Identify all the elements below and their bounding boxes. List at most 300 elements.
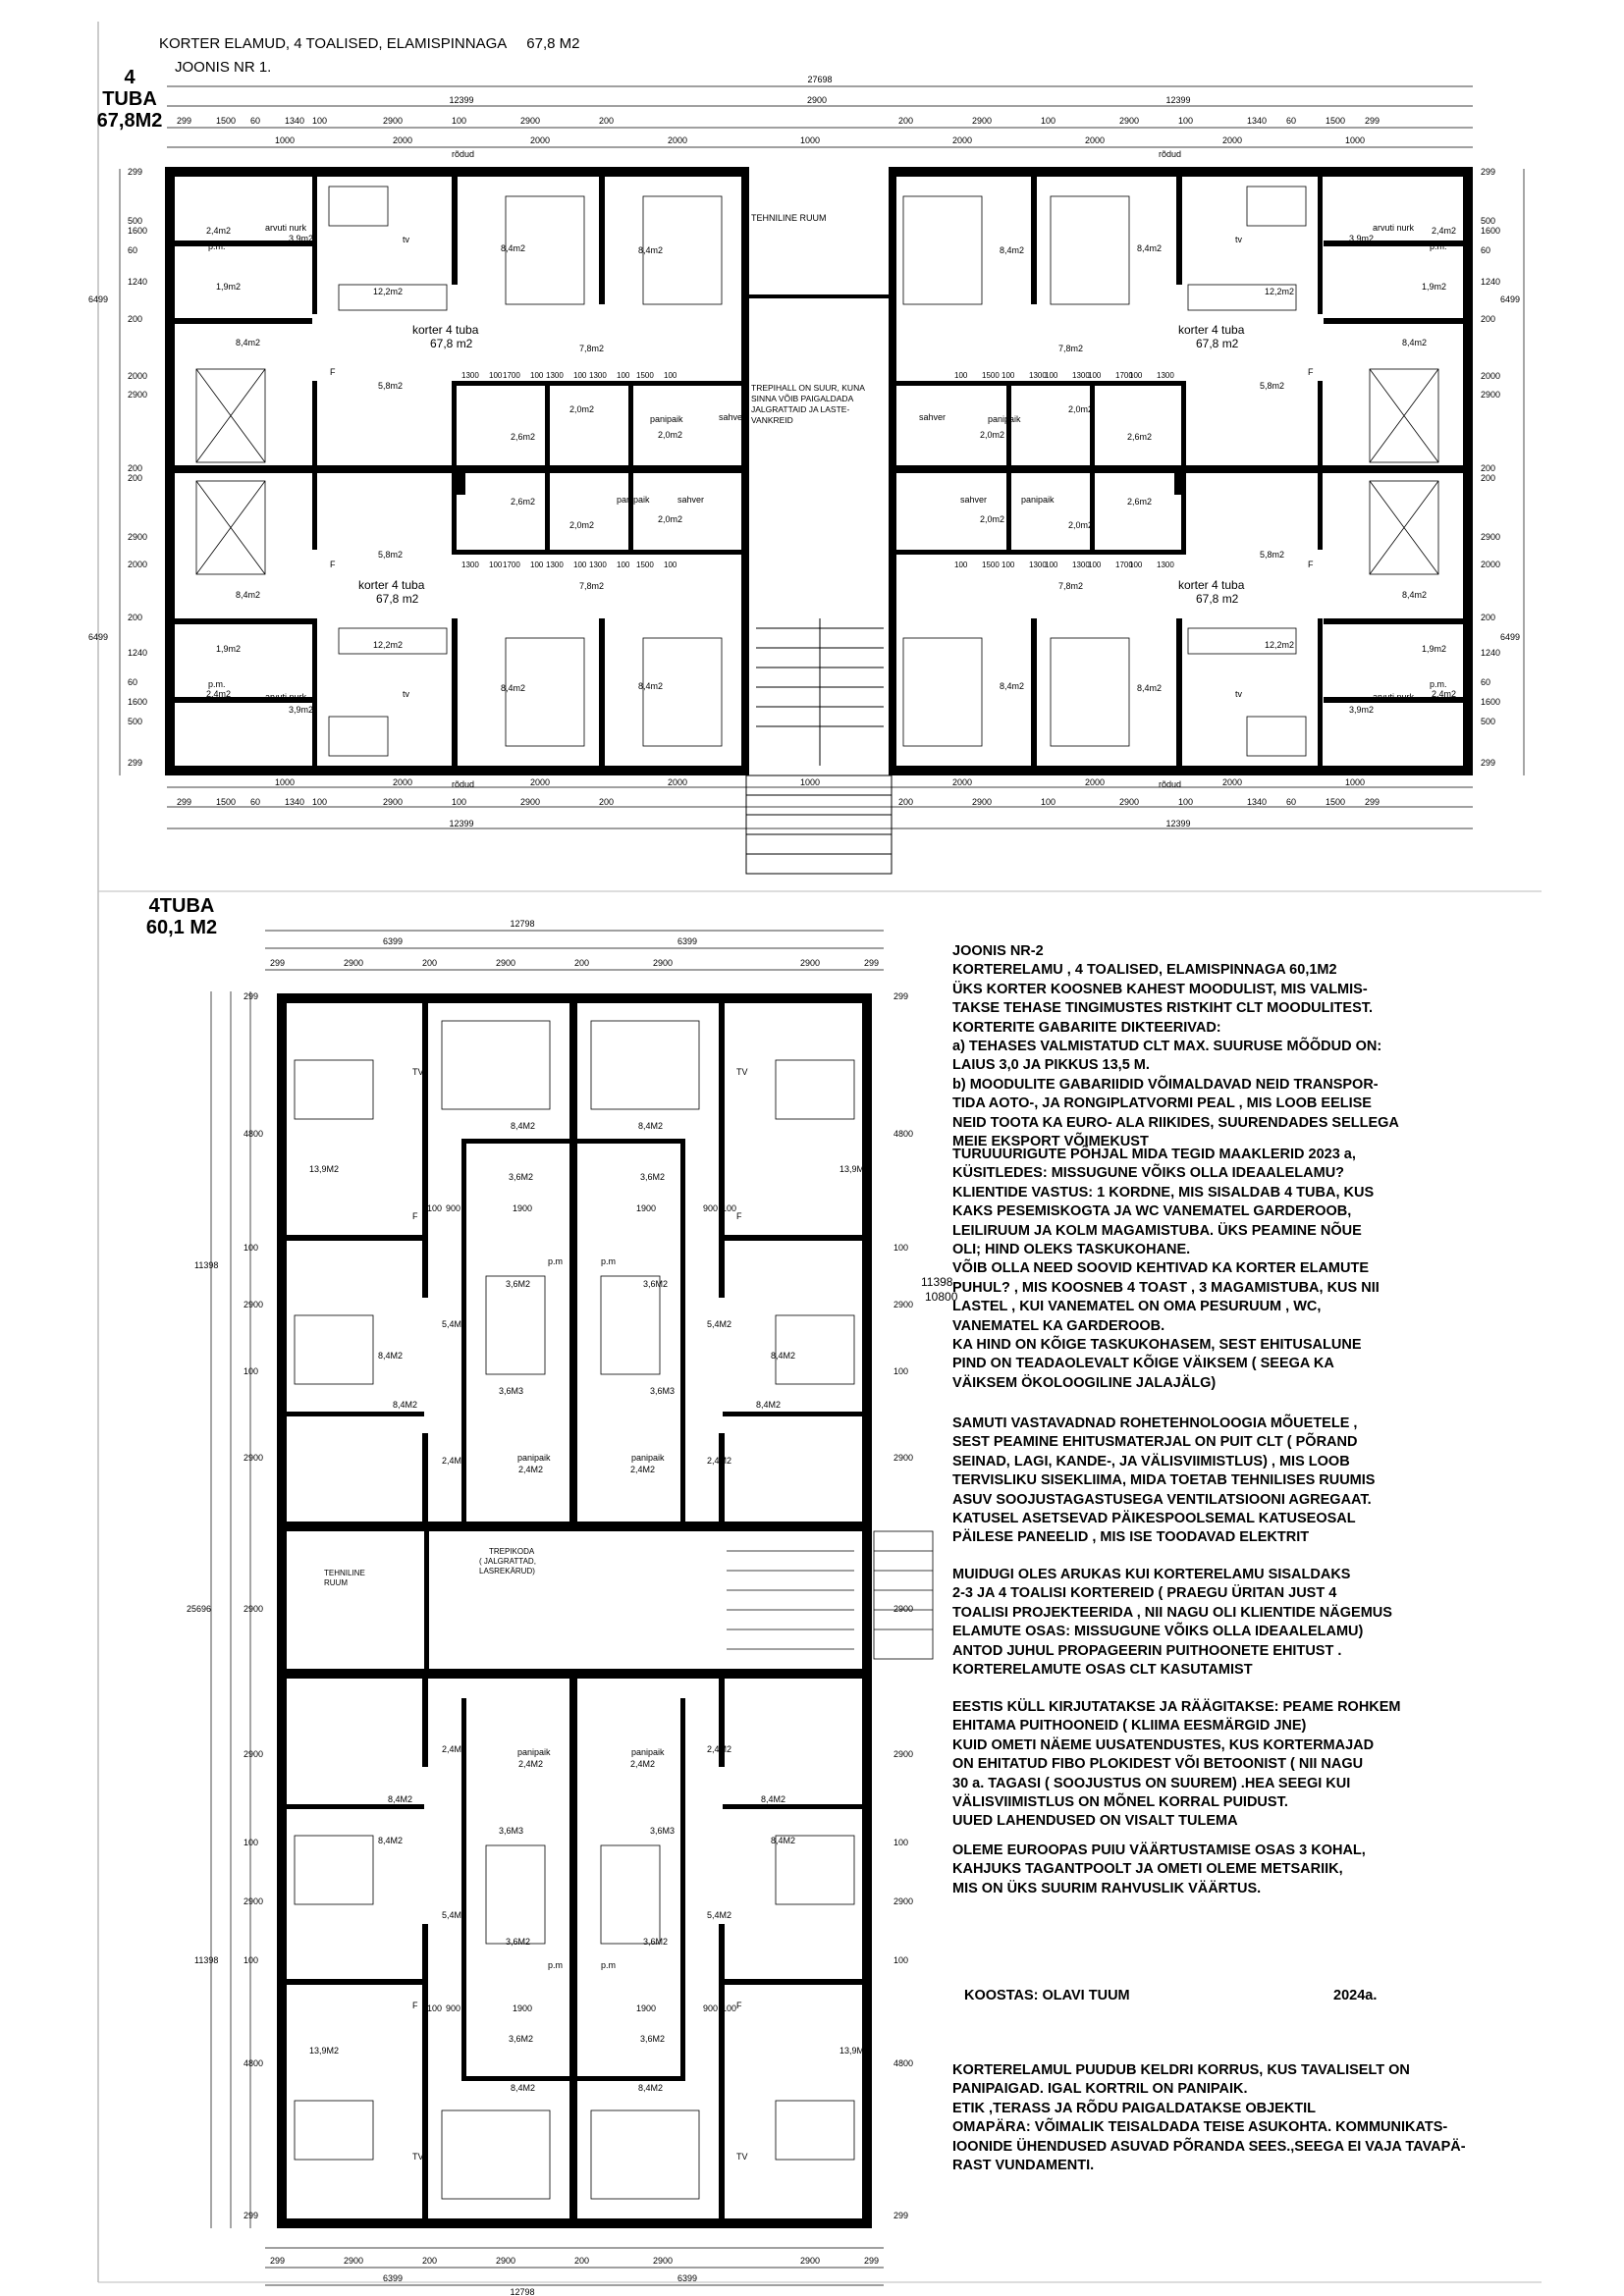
room-area: 2,0m2 <box>658 430 683 440</box>
room-area: 8,4m2 <box>1000 681 1025 691</box>
tv-label: TV <box>412 2152 424 2162</box>
plan1-side-label-3: 67,8M2 <box>96 110 163 132</box>
pantry-label: sahver <box>719 412 746 422</box>
dim-right: 2900 <box>893 1896 914 1906</box>
stair-hall-label: VANKREID <box>751 415 793 425</box>
tv-label: tv <box>1235 235 1243 244</box>
dim-right: 299 <box>893 991 909 1001</box>
dim-inner: 1700 <box>1115 561 1133 569</box>
room-area: 2,0m2 <box>980 430 1005 440</box>
dim-left-total: 6499 <box>88 294 109 304</box>
para1-line: a) TEHASES VALMISTATUD CLT MAX. SUURUSE MÕÕDUD ON: <box>952 1039 1382 1055</box>
room-nook: arvuti nurk <box>265 223 307 233</box>
fridge-label: F <box>330 560 336 569</box>
dim-top-2: 2000 <box>667 135 688 145</box>
para2-line: OLI; HIND OLEKS TASKUKOHANE. <box>952 1242 1191 1258</box>
dim-top: 100 <box>1178 116 1194 126</box>
dim-top-2: 1000 <box>799 135 821 145</box>
room-area: 2,4M2 <box>630 1465 656 1474</box>
dim-right: 100 <box>893 1955 909 1965</box>
dim-left: 200 <box>128 473 143 483</box>
dim-bottom: 1340 <box>285 797 305 807</box>
dim-bottom-total: 12798 <box>510 2287 535 2296</box>
storage-label: panipaik <box>517 1747 551 1757</box>
para4-line: KORTERELAMUTE OSAS CLT KASUTAMIST <box>952 1662 1253 1679</box>
dim-top: 2900 <box>1119 116 1140 126</box>
dim-bottom: 299 <box>864 2256 880 2266</box>
dim-left: 299 <box>128 758 143 768</box>
para3-line: TERVISLIKU SISEKLIIMA, MIDA TOETAB TEHNILISES RUUMIS <box>952 1472 1376 1489</box>
dim-top-2: 2000 <box>951 135 973 145</box>
room-area: 8,4M2 <box>756 1400 782 1410</box>
room-area: 2,4m2 <box>206 689 232 699</box>
dim-bottom: 200 <box>599 797 615 807</box>
dim-inner: 100 <box>1045 561 1058 569</box>
dim-inner: 100 <box>1088 561 1102 569</box>
dim-right: 2900 <box>1481 532 1501 542</box>
dim-half: 6399 <box>677 936 698 946</box>
para4-line: TOALISI PROJEKTEERIDA , NII NAGU OLI KLIENTIDE NÄGEMUS <box>952 1604 1392 1621</box>
room-pm: p.m <box>601 1256 617 1266</box>
dim-bottom-2: 1000 <box>799 777 821 787</box>
para2-line: KA HIND ON KÕIGE TASKUKOHASEM, SEST EHITUSALUNE <box>952 1337 1362 1354</box>
dim-bottom: 2900 <box>496 2256 516 2266</box>
dim-inner: 1300 <box>546 371 564 380</box>
room-area: 2,4M2 <box>707 1744 732 1754</box>
para1-line: JOONIS NR-2 <box>952 943 1044 959</box>
room-area: 13,9M2 <box>309 2046 340 2056</box>
dim-top: 2900 <box>653 958 674 968</box>
dim-bottom: 2900 <box>972 797 993 807</box>
room-area: 7,8m2 <box>1058 581 1084 591</box>
room-area: 2,4M2 <box>630 1759 656 1769</box>
dim-left: 2900 <box>244 1604 264 1614</box>
stair-hall-label: JALGRATTAID JA LASTE- <box>751 404 850 414</box>
dim-right: 4800 <box>893 2058 914 2068</box>
fridge-label: F <box>736 1211 742 1221</box>
para7-line: PANIPAIGAD. IGAL KORTRIL ON PANIPAIK. <box>952 2081 1248 2098</box>
apartment-label: korter 4 tuba <box>412 323 479 337</box>
tech-room-label: TEHNILINE <box>324 1569 365 1577</box>
storage-label: panipaik <box>617 495 650 505</box>
dim-left-total: 11398 <box>194 1260 219 1270</box>
dim-inner: 100 <box>573 561 587 569</box>
fridge-label: F <box>1308 367 1314 377</box>
text-para-5 <box>952 1698 1561 1832</box>
room-area: 8,4m2 <box>638 245 664 255</box>
room-pm: p.m. <box>1430 679 1447 689</box>
room-area: 3,6M3 <box>650 1826 676 1836</box>
para2-line: KAKS PESEMISKOGTA JA WC VANEMATEL GARDEROOB, <box>952 1203 1352 1220</box>
dim-left: 2900 <box>244 1300 264 1309</box>
room-area: 8,4M2 <box>771 1836 796 1845</box>
dim-top: 1340 <box>285 116 305 126</box>
dim-right: 2900 <box>893 1749 914 1759</box>
dim-top: 200 <box>574 958 590 968</box>
apartment-label: korter 4 tuba <box>1178 578 1245 592</box>
dim-inner: 100 <box>489 561 503 569</box>
dim-bottom: 2900 <box>520 797 541 807</box>
dim-right: 100 <box>893 1366 909 1376</box>
dim-inner: 1500 <box>636 561 654 569</box>
room-area: 1,9m2 <box>216 282 242 292</box>
room-area: 12,2m2 <box>1265 640 1295 650</box>
dim-inner: 1900 <box>636 2003 657 2013</box>
dim-left: 200 <box>128 463 143 473</box>
dim-inner: 100 <box>722 2003 737 2013</box>
dim-bottom: 2900 <box>383 797 404 807</box>
para7-line: OMAPÄRA: VÕIMALIK TEISALDADA TEISE ASUKOHTA. KOMMUNIKATS- <box>952 2119 1448 2136</box>
dim-inner: 100 <box>664 561 677 569</box>
room-area: 3,6M2 <box>506 1279 531 1289</box>
room-area: 5,8m2 <box>378 381 404 391</box>
room-area: 1,9m2 <box>1422 282 1447 292</box>
floor-plan-1 <box>0 0 1624 883</box>
room-area: 2,4M2 <box>518 1759 544 1769</box>
room-area: 8,4m2 <box>501 243 526 253</box>
dim-top: 2900 <box>496 958 516 968</box>
room-area: 2,4M2 <box>442 1456 467 1466</box>
room-area: 2,4m2 <box>1432 226 1457 236</box>
para3-line: SEST PEAMINE EHITUSMATERJAL ON PUIT CLT ( PÕRAND <box>952 1434 1358 1451</box>
para5-line: VÄLISVIIMISTLUS ON MÕNEL KORRAL PUIDUST. <box>952 1794 1288 1811</box>
dim-bottom-half: 6399 <box>677 2273 698 2283</box>
para3-line: ASUV SOOJUSTAGASTUSEGA VENTILATSIOONI AGREGAAT. <box>952 1491 1372 1508</box>
room-area: 2,6m2 <box>1127 432 1153 442</box>
dim-top: 1500 <box>216 116 237 126</box>
dim-top: 1340 <box>1247 116 1268 126</box>
dim-top: 2900 <box>800 958 821 968</box>
dim-inner: 1300 <box>1157 561 1174 569</box>
dim-core: 2900 <box>806 95 828 105</box>
dim-inner: 100 <box>1001 371 1015 380</box>
apartment-area: 67,8 m2 <box>1196 337 1239 350</box>
fridge-label: F <box>330 367 336 377</box>
dim-inner: 1300 <box>546 561 564 569</box>
room-area: 8,4m2 <box>1137 683 1163 693</box>
room-pm: p.m. <box>208 241 226 251</box>
room-area: 3,6M2 <box>640 1172 666 1182</box>
plan1-side-label-2: TUBA <box>102 88 157 110</box>
room-area: 1,9m2 <box>1422 644 1447 654</box>
room-area: 8,4M2 <box>761 1794 786 1804</box>
room-area: 3,6M2 <box>506 1937 531 1947</box>
room-area: 3,9m2 <box>289 234 314 243</box>
para2-line: LASTEL , KUI VANEMATEL ON OMA PESURUUM , WC, <box>952 1299 1322 1315</box>
room-area: 8,4M2 <box>771 1351 796 1361</box>
dim-inner: 1700 <box>503 561 520 569</box>
dim-inner: 100 <box>489 371 503 380</box>
para5-line: 30 a. TAGASI ( SOOJUSTUS ON SUUREM) .HEA SEEGI KUI <box>952 1775 1351 1791</box>
para1-line: b) MOODULITE GABARIIDID VÕIMALDAVAD NEID TRANSPOR- <box>952 1076 1379 1093</box>
dim-inner: 100 <box>530 561 544 569</box>
dim-inner: 1300 <box>1029 561 1047 569</box>
pantry-label: sahver <box>960 495 988 505</box>
dim-bottom: 200 <box>898 797 914 807</box>
dim-right: 1600 <box>1481 697 1501 707</box>
dim-top: 60 <box>250 116 261 126</box>
dim-right: 4800 <box>893 1129 914 1139</box>
dim-left-total: 25696 <box>187 1604 212 1614</box>
room-area: 8,4M2 <box>393 1400 418 1410</box>
room-area: 2,4m2 <box>1432 689 1457 699</box>
dim-inner: 1900 <box>513 1203 533 1213</box>
dim-left: 4800 <box>244 1129 264 1139</box>
dim-right: 200 <box>1481 314 1496 324</box>
para5-line: EESTIS KÜLL KIRJUTATAKSE JA RÄÄGITAKSE: PEAME ROHKEM <box>952 1699 1401 1715</box>
dim-right: 1600 <box>1481 226 1501 236</box>
dim-bottom: 100 <box>1178 797 1194 807</box>
para7-line: ETIK ,TERASS JA RÕDU PAIGALDATAKSE OBJEKTIL <box>952 2100 1317 2116</box>
room-pm: p.m. <box>1430 241 1447 251</box>
para5-line: EHITAMA PUITHOONEID ( KLIIMA EESMÄRGID JNE) <box>952 1718 1307 1735</box>
text-para-4 <box>952 1566 1561 1680</box>
room-area: 8,4M2 <box>638 1121 664 1131</box>
dim-top-2: 2000 <box>1221 135 1243 145</box>
dim-left: 100 <box>244 1243 259 1253</box>
dim-top: 100 <box>1041 116 1056 126</box>
dim-bottom: 299 <box>270 2256 286 2266</box>
text-para-3 <box>952 1415 1561 1548</box>
room-area: 7,8m2 <box>579 581 605 591</box>
room-area: 13,9M2 <box>839 1164 870 1174</box>
dim-right-total: 6499 <box>1500 294 1521 304</box>
dim-inner: 900 <box>703 1203 719 1213</box>
storage-label: panipaik <box>631 1747 665 1757</box>
room-area: 2,0m2 <box>569 520 595 530</box>
room-area: 2,4m2 <box>206 226 232 236</box>
dim-top: 2900 <box>383 116 404 126</box>
room-area: 8,4m2 <box>638 681 664 691</box>
dim-left: 4800 <box>244 2058 264 2068</box>
dim-left: 60 <box>128 677 138 687</box>
room-area: 2,6m2 <box>1127 497 1153 507</box>
dim-right: 2900 <box>893 1604 914 1614</box>
dim-left: 100 <box>244 1366 259 1376</box>
plan2-walls <box>277 993 872 2228</box>
stair-hall-label: SINNA VÕIB PAIGALDADA <box>751 394 854 403</box>
dim-inner: 100 <box>1129 371 1143 380</box>
dim-inner: 1300 <box>589 561 607 569</box>
dim-inner: 1300 <box>589 371 607 380</box>
dim-right: 2000 <box>1481 371 1501 381</box>
dim-inner: 100 <box>1045 371 1058 380</box>
dim-right: 1240 <box>1481 277 1501 287</box>
plan1-walls <box>165 167 1473 775</box>
dim-left: 299 <box>244 991 259 1001</box>
tv-label: TV <box>736 2152 748 2162</box>
para1-line: KORTERELAMU , 4 TOALISED, ELAMISPINNAGA 60,1M2 <box>952 962 1337 979</box>
room-area: 3,6M3 <box>499 1826 524 1836</box>
dim-inner: 100 <box>664 371 677 380</box>
plan2-furniture <box>295 1021 933 2199</box>
dim-right: 100 <box>893 1838 909 1847</box>
dim-top-2: 2000 <box>1084 135 1106 145</box>
room-pm: p.m <box>601 1960 617 1970</box>
dim-left: 2900 <box>244 1453 264 1463</box>
dim-bottom: 60 <box>250 797 261 807</box>
dim-right: 60 <box>1481 245 1491 255</box>
dim-half: 6399 <box>382 936 404 946</box>
author-year: 2024a. <box>1333 1988 1378 2003</box>
room-area: 8,4m2 <box>1402 338 1428 347</box>
dim-left: 500 <box>128 717 143 726</box>
para4-line: 2-3 JA 4 TOALISI KORTEREID ( PRAEGU ÜRITAN JUST 4 <box>952 1585 1337 1602</box>
dim-inner: 1300 <box>1157 371 1174 380</box>
dim-inner: 1500 <box>636 371 654 380</box>
dim-bottom-2: 1000 <box>1344 777 1366 787</box>
dim-top: 100 <box>452 116 467 126</box>
room-area: 8,4m2 <box>236 338 261 347</box>
dim-inner: 1700 <box>503 371 520 380</box>
para2-line: PIND ON TEADAOLEVALT KÕIGE VÄIKSEM ( SEEGA KA <box>952 1356 1334 1372</box>
room-area: 2,6m2 <box>511 432 536 442</box>
dim-top: 299 <box>177 116 192 126</box>
plan1-side-label-1: 4 <box>124 67 135 88</box>
room-area: 2,6m2 <box>511 497 536 507</box>
para1-line: ÜKS KORTER KOOSNEB KAHEST MOODULIST, MIS VALMIS- <box>952 981 1368 997</box>
dim-bottom-half-right: 12399 <box>1165 819 1191 828</box>
dim-top: 2900 <box>344 958 364 968</box>
room-area: 12,2m2 <box>1265 287 1295 296</box>
dim-top: 2900 <box>972 116 993 126</box>
dim-left: 1600 <box>128 697 148 707</box>
dim-inner: 100 <box>722 1203 737 1213</box>
dim-left: 2000 <box>128 371 148 381</box>
dim-right-total: 10800 <box>925 1290 958 1304</box>
dim-inner: 100 <box>617 561 630 569</box>
para2-line: KÜSITLEDES: MISSUGUNE VÕIKS OLLA IDEAALELAMU? <box>952 1165 1345 1182</box>
stair-hall-label: ( JALGRATTAD, <box>479 1557 536 1566</box>
para7-line: RAST VUNDAMENTI. <box>952 2158 1095 2174</box>
dim-inner: 1300 <box>461 371 479 380</box>
dim-right: 200 <box>1481 473 1496 483</box>
dim-bottom: 60 <box>1286 797 1297 807</box>
dim-right: 60 <box>1481 677 1491 687</box>
dim-bottom: 2900 <box>653 2256 674 2266</box>
room-area: 3,9m2 <box>289 705 314 715</box>
dim-inner: 900 <box>446 2003 461 2013</box>
dim-bottom: 200 <box>574 2256 590 2266</box>
dim-top: 2900 <box>520 116 541 126</box>
para4-line: ANTOD JUHUL PROPAGEERIN PUITHOONETE EHITUST . <box>952 1642 1342 1659</box>
dim-bottom-2: 2000 <box>392 777 413 787</box>
plan1-dimension-lines <box>120 86 1524 828</box>
room-area: 2,4M2 <box>707 1456 732 1466</box>
plan2-dimension-lines <box>211 931 884 2285</box>
room-area: 3,6M2 <box>643 1279 669 1289</box>
dim-right: 2900 <box>893 1300 914 1309</box>
dim-total: 27698 <box>807 75 833 84</box>
room-area: 12,2m2 <box>373 640 404 650</box>
room-area: 3,6M2 <box>509 2034 534 2044</box>
apartment-label: korter 4 tuba <box>358 578 425 592</box>
dim-right: 299 <box>1481 167 1496 177</box>
dim-right: 200 <box>1481 463 1496 473</box>
room-area: 2,0m2 <box>569 404 595 414</box>
tv-label: tv <box>403 689 410 699</box>
stair-hall-label: LASREKÄRUD) <box>479 1567 535 1575</box>
para1-line: MEIE EKSPORT VÕIMEKUST <box>952 1134 1149 1150</box>
room-area: 12,2m2 <box>373 287 404 296</box>
room-area: 5,4M2 <box>707 1910 732 1920</box>
dim-top-2: 2000 <box>392 135 413 145</box>
para2-line: KLIENTIDE VASTUS: 1 KORDNE, MIS SISALDAB 4 TUBA, KUS <box>952 1184 1375 1201</box>
room-area: 5,4M2 <box>442 1319 467 1329</box>
dim-right: 100 <box>893 1243 909 1253</box>
dim-left: 2000 <box>128 560 148 569</box>
dim-inner: 1500 <box>982 371 1000 380</box>
room-nook: arvuti nurk <box>265 692 307 702</box>
plan1-area: 67,8 M2 <box>526 35 580 52</box>
dim-inner: 1700 <box>1115 371 1133 380</box>
para4-line: MUIDUGI OLES ARUKAS KUI KORTERELAMU SISALDAKS <box>952 1567 1351 1582</box>
author <box>964 1988 1130 2003</box>
dim-inner: 100 <box>954 371 968 380</box>
dim-top: 299 <box>864 958 880 968</box>
dim-bottom: 200 <box>422 2256 438 2266</box>
dim-right: 500 <box>1481 717 1496 726</box>
dim-bottom: 100 <box>452 797 467 807</box>
dim-left: 100 <box>244 1955 259 1965</box>
para1-line: NEID TOOTA KA EURO- ALA RIIKIDES, SUURENDADES SELLEGA <box>952 1114 1399 1131</box>
dim-bottom-2: 2000 <box>1221 777 1243 787</box>
dim-top: 60 <box>1286 116 1297 126</box>
room-area: 8,4m2 <box>1137 243 1163 253</box>
dim-left-total: 6499 <box>88 632 109 642</box>
room-area: 8,4m2 <box>236 590 261 600</box>
dim-top-2: 1000 <box>274 135 296 145</box>
para6-line: OLEME EUROOPAS PUIU VÄÄRTUSTAMISE OSAS 3 KOHAL, <box>952 1842 1366 1858</box>
dim-right: 299 <box>1481 758 1496 768</box>
room-area: 2,0m2 <box>980 514 1005 524</box>
para6-line: MIS ON ÜKS SUURIM RAHVUSLIK VÄÄRTUS. <box>952 1880 1262 1896</box>
dim-bottom-2: 2000 <box>667 777 688 787</box>
tv-label: TV <box>736 1067 748 1077</box>
room-area: 8,4M2 <box>638 2083 664 2093</box>
dim-bottom: 1500 <box>1326 797 1346 807</box>
apartment-area: 67,8 m2 <box>376 592 419 606</box>
para3-line: SAMUTI VASTAVADNAD ROHETEHNOLOOGIA MÕUETELE , <box>952 1415 1358 1431</box>
room-area: 3,6M2 <box>640 2034 666 2044</box>
dim-bottom: 299 <box>177 797 192 807</box>
para2-line: VÕIB OLLA NEED SOOVID KEHTIVAD KA KORTER ELAMUTE <box>952 1260 1370 1277</box>
room-area: 8,4m2 <box>1000 245 1025 255</box>
para2-line: PUHUL? , MIS KOOSNEB 4 TOAST , 3 MAGAMISTUBA, KUS NII <box>952 1279 1380 1296</box>
room-area: 13,9M2 <box>839 2046 870 2056</box>
para2-line: LEILIRUUM JA KOLM MAGAMISTUBA. ÜKS PEAMINE NÕUE <box>952 1222 1362 1239</box>
dim-inner: 100 <box>573 371 587 380</box>
tech-room-label: TEHNILINE RUUM <box>751 213 827 223</box>
dim-bottom: 2900 <box>344 2256 364 2266</box>
dim-left: 1240 <box>128 277 148 287</box>
dim-inner: 100 <box>427 1203 443 1213</box>
text-para-2 <box>952 1146 1561 1393</box>
dim-left: 2900 <box>244 1896 264 1906</box>
plan1-title-text: KORTER ELAMUD, 4 TOALISED, ELAMISPINNAGA <box>159 35 507 52</box>
room-area: 8,4M2 <box>511 2083 536 2093</box>
storage-label: panipaik <box>988 414 1021 424</box>
room-area: 2,0m2 <box>658 514 683 524</box>
fridge-label: F <box>412 2001 418 2010</box>
dim-top-2: 1000 <box>1344 135 1366 145</box>
room-area: 3,6M3 <box>499 1386 524 1396</box>
dim-bottom-half: 6399 <box>382 2273 404 2283</box>
stair-hall-label: TREPIHALL ON SUUR, KUNA <box>751 383 865 393</box>
tv-label: tv <box>403 235 410 244</box>
room-area: 5,4M2 <box>442 1910 467 1920</box>
room-area: 8,4m2 <box>1402 590 1428 600</box>
